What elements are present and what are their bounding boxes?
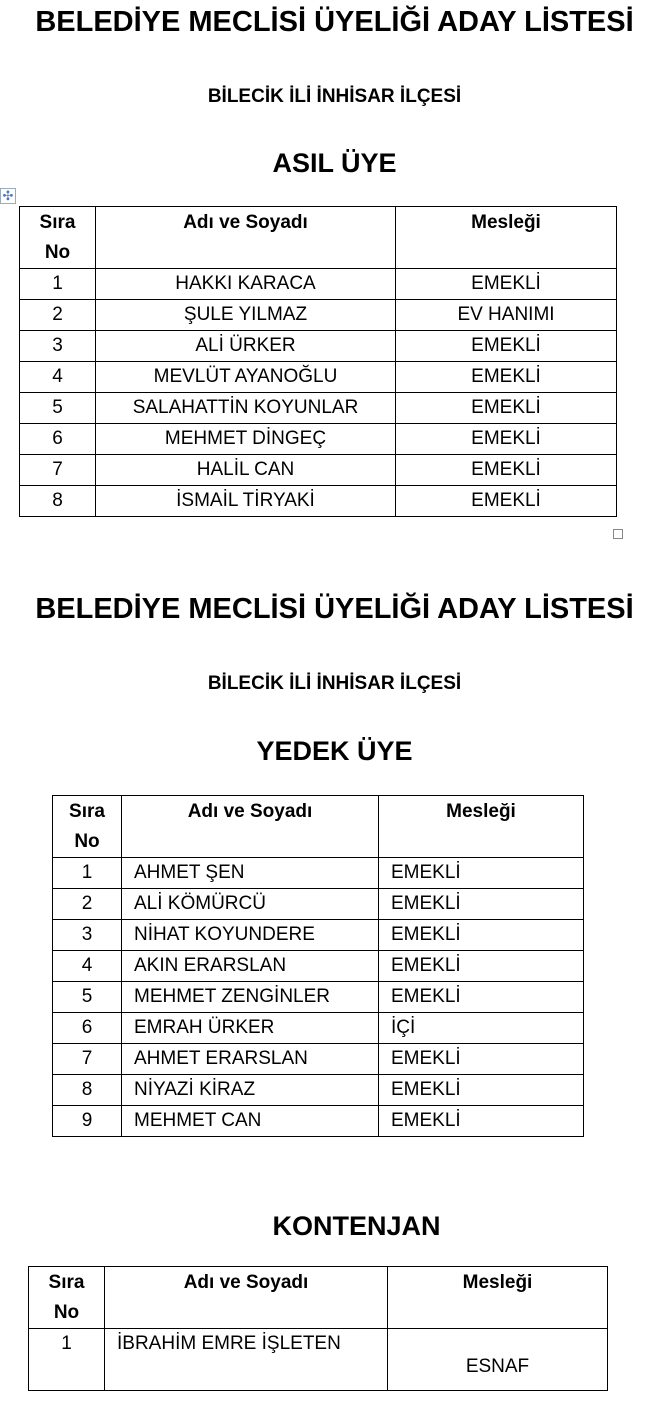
column-header-meslek: Mesleği xyxy=(396,207,617,269)
table-row xyxy=(20,300,617,331)
cell-job: EMEKLİ xyxy=(379,982,584,1013)
cell-job: ESNAF xyxy=(388,1329,608,1391)
cell-sira: 7 xyxy=(20,455,96,486)
table-row xyxy=(20,455,617,486)
cell-name: AHMET ERARSLAN xyxy=(122,1044,379,1075)
column-header-meslek: Mesleği xyxy=(379,796,584,858)
cell-name: İBRAHİM EMRE İŞLETEN xyxy=(105,1329,388,1391)
cell-name: SALAHATTİN KOYUNLAR xyxy=(96,393,396,424)
table-row xyxy=(20,424,617,455)
cell-job: EMEKLİ xyxy=(379,1075,584,1106)
table-row xyxy=(20,393,617,424)
cell-sira: 2 xyxy=(20,300,96,331)
cell-sira: 1 xyxy=(53,858,122,889)
table-row xyxy=(53,1044,584,1075)
table-header-row xyxy=(53,796,584,858)
move-icon[interactable]: ✣ xyxy=(0,188,16,204)
document-title: BELEDİYE MECLİSİ ÜYELİĞİ ADAY LİSTESİ xyxy=(35,6,634,38)
cell-job: EMEKLİ xyxy=(379,1106,584,1137)
cell-sira: 4 xyxy=(53,951,122,982)
cell-name: AHMET ŞEN xyxy=(122,858,379,889)
cell-name: ŞULE YILMAZ xyxy=(96,300,396,331)
cell-sira: 1 xyxy=(29,1329,105,1391)
cell-job: EMEKLİ xyxy=(396,269,617,300)
cell-job: EMEKLİ xyxy=(379,920,584,951)
table-row xyxy=(53,1106,584,1137)
cell-job: EV HANIMI xyxy=(396,300,617,331)
cell-sira: 7 xyxy=(53,1044,122,1075)
document-title-2: BELEDİYE MECLİSİ ÜYELİĞİ ADAY LİSTESİ xyxy=(35,593,634,625)
document-subtitle: BİLECİK İLİ İNHİSAR İLÇESİ xyxy=(207,86,462,107)
section-heading-yedek: YEDEK ÜYE xyxy=(256,736,413,766)
cell-job: EMEKLİ xyxy=(379,951,584,982)
cell-job: EMEKLİ xyxy=(396,486,617,517)
cell-name: AKIN ERARSLAN xyxy=(122,951,379,982)
table-kontenjan xyxy=(28,1266,608,1391)
cell-name: MEHMET DİNGEÇ xyxy=(96,424,396,455)
table-row xyxy=(20,486,617,517)
table-row xyxy=(53,1013,584,1044)
column-header-sira: Sıra No xyxy=(53,796,122,858)
column-header-sira: Sıra No xyxy=(20,207,96,269)
cell-job: EMEKLİ xyxy=(396,331,617,362)
cell-sira: 6 xyxy=(20,424,96,455)
cell-sira: 5 xyxy=(53,982,122,1013)
table-row xyxy=(53,1075,584,1106)
cell-sira: 5 xyxy=(20,393,96,424)
table-row xyxy=(53,920,584,951)
table-row xyxy=(20,269,617,300)
cell-job: EMEKLİ xyxy=(379,1044,584,1075)
cell-name: HALİL CAN xyxy=(96,455,396,486)
column-header-adi: Adı ve Soyadı xyxy=(122,796,379,858)
table-row xyxy=(53,889,584,920)
section-heading-asil: ASIL ÜYE xyxy=(272,148,397,178)
cell-job: EMEKLİ xyxy=(396,424,617,455)
cell-name: NİHAT KOYUNDERE xyxy=(122,920,379,951)
cell-name: EMRAH ÜRKER xyxy=(122,1013,379,1044)
table-row xyxy=(53,951,584,982)
table-header-row xyxy=(29,1267,608,1329)
cell-name: İSMAİL TİRYAKİ xyxy=(96,486,396,517)
resize-handle-icon[interactable] xyxy=(613,529,623,539)
cell-job: İÇİ xyxy=(379,1013,584,1044)
cell-job: EMEKLİ xyxy=(396,393,617,424)
cell-sira: 4 xyxy=(20,362,96,393)
table-row xyxy=(29,1329,608,1391)
table-header-row xyxy=(20,207,617,269)
cell-sira: 3 xyxy=(20,331,96,362)
section-heading-kontenjan: KONTENJAN xyxy=(272,1211,441,1241)
column-header-meslek: Mesleği xyxy=(388,1267,608,1329)
column-header-sira: Sıra No xyxy=(29,1267,105,1329)
column-header-adi: Adı ve Soyadı xyxy=(96,207,396,269)
cell-sira: 8 xyxy=(20,486,96,517)
cell-name: ALİ KÖMÜRCÜ xyxy=(122,889,379,920)
cell-name: MEHMET ZENGİNLER xyxy=(122,982,379,1013)
column-header-adi: Adı ve Soyadı xyxy=(105,1267,388,1329)
cell-name: NİYAZİ KİRAZ xyxy=(122,1075,379,1106)
cell-name: ALİ ÜRKER xyxy=(96,331,396,362)
cell-sira: 1 xyxy=(20,269,96,300)
table-row xyxy=(53,982,584,1013)
table-asil-uye xyxy=(19,206,617,517)
document-subtitle-2: BİLECİK İLİ İNHİSAR İLÇESİ xyxy=(207,673,462,694)
table-row xyxy=(20,362,617,393)
cell-job: EMEKLİ xyxy=(396,362,617,393)
cell-name: HAKKI KARACA xyxy=(96,269,396,300)
table-row xyxy=(53,858,584,889)
cell-name: MEVLÜT AYANOĞLU xyxy=(96,362,396,393)
cell-sira: 9 xyxy=(53,1106,122,1137)
cell-job: EMEKLİ xyxy=(396,455,617,486)
table-row xyxy=(20,331,617,362)
cell-job: EMEKLİ xyxy=(379,889,584,920)
cell-sira: 3 xyxy=(53,920,122,951)
cell-job: EMEKLİ xyxy=(379,858,584,889)
table-yedek-uye xyxy=(52,795,584,1137)
cell-name: MEHMET CAN xyxy=(122,1106,379,1137)
cell-sira: 8 xyxy=(53,1075,122,1106)
cell-sira: 6 xyxy=(53,1013,122,1044)
cell-sira: 2 xyxy=(53,889,122,920)
